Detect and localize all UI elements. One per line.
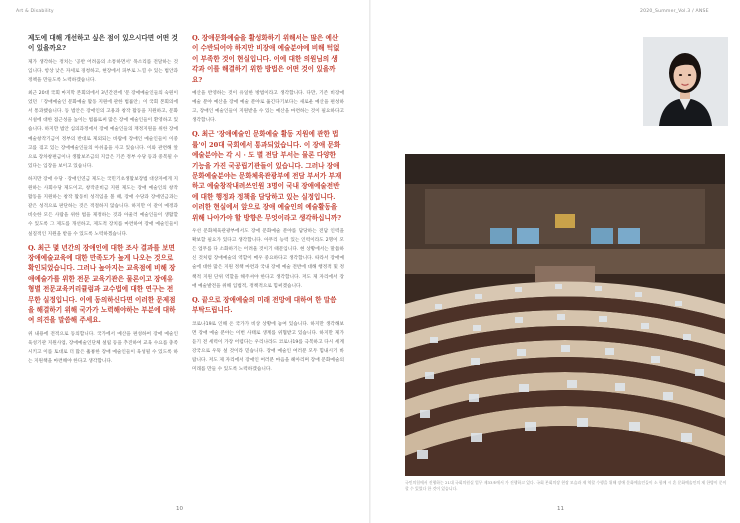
question-heading: Q. 최근 몇 년간의 장애인에 대한 조사 결과를 보면 장애예술교육에 대한 만족도가 높게 나오는 것으로 확인되었습니다. 그러나 높아지는 교육점에 비해 장애예술가를 위한 전문 교육기관은 물론이고 장애유형별 전문교육커리큘럼과 교수법에 대한 연구는 전무한 실정입니다. 이에 동의하신다면 이러한 문제점을 해결하기 위해 국가가 노력해야하는 부분에 대하여 의견을 말씀해 주세요. [28,243,176,325]
portrait-photo [643,37,728,126]
answer-paragraph: 위 내용에 전적으로 동의합니다. 국가에서 예산을 편성하여 장애 예술인 육성기관 지원사업, 장애예술인단체 설립 등을 추진하여 교육 수요를 충족시키고 이를 토대로 더 많은 훌륭한 장애 예술인들이 육성될 수 있도록 하는 지원책을 마련해야 한다고 생각합니다. [28,331,178,365]
question-heading: Q. 끝으로 장애예술의 미래 전망에 대하여 한 말씀 부탁드립니다. [192,295,337,315]
question-heading: 제도에 대해 개선하고 싶은 점이 있으시다면 어떤 것이 있을까요? [28,34,178,53]
answer-paragraph: 하지만 장애 수당 · 장애인연금 제도는 국민기초생활보장법 대상자에게 지원하는 사회수당 제도이고, 창작준비금 지원 제도는 장애 예술인의 창작 활동을 지원하는 창작 활동비 성격임을 볼 때, 장애 수당과 장애연금과는 같은 성격으로 판단하는 것은 적절하지 않습니다. 하지만 이 같이 예정과 비슷한 모든 사람을 위한 법을 제정하는 것과 아울러 예술인들이 생활할 수 있도록 그 제도를 개선하고, 제도적 장치를 마련하여 장애 예술인들이 실질적인 지원을 받을 수 있도록 노력하겠습니다. [28,176,178,237]
answer-paragraph: 예산을 반영하는 것이 유일한 방법이라고 생각합니다. 다만, 기존 비장애 예술 분야 예산을 장애 예술 분야로 옮긴다기보다는 새로운 예산을 편성하고, 장애인 예술인들이 지원받을 수 있는 예산을 마련하는 것이 필요하다고 생각합니다. [192,91,344,124]
question-heading: Q. 장애문화예술을 활성화하기 위해서는 많은 예산이 수반되어야 하지만 비장애 예술분야에 비해 턱없이 부족한 것이 현실입니다. 이에 대한 의원님의 생각과 이를 해결하기 위한 방법은 어떤 것이 있을까요? [192,34,340,84]
assembly-chamber-photo [405,154,725,476]
portrait-image [643,37,728,126]
left-column-2 [192,33,344,503]
right-page-number: 11 [557,506,564,512]
left-column-1 [28,33,178,503]
photo-caption: 국민의힘에서 진행하는 21대 국회의원실 업무 제33조에서 가 진행하고 있다. 국회 본회의장 현장 모습과 제 역할 수행을 위해 장애 문화예술인들이 소 함께 시 혼 문화예술인의 제 한방이 문이 할 수 있었다 한 것이 있습니다. [405,480,727,491]
answer-paragraph: 코로나19로 인해 온 국가가 비상 상황에 놓여 있습니다. 하지만 생각해보면 장애 예술 분야는 이번 사태로 생계를 위협받고 있습니다. 하지만 제가 듣기 전 세력이 가장 어렵다는 우리나라도 코로나19를 극복하고 다시 세계 강국으로 우뚝 설 것이라 믿습니다. 장애 예술인 여러분 모두 힘내시기 바랍니다. 저도 제 자리에서 장애인 여러분 마음을 헤아리며 장애 문화예술의 미래를 만들 수 있도록 노력하겠습니다. [192,321,344,372]
left-running-header: Art & Disability [16,9,54,14]
right-running-header: 2020_Summer_Vol.3 / ANSE [640,9,709,14]
question-heading: Q. 최근 '장애예술인 문화예술 활동 지원에 관한 법률'이 20대 국회에서 통과되었습니다. 이 장애 문화예술분야는 각 시 · 도 별 전담 부서는 물론 다양한 기능을 가진 국공립기관들이 있습니다. 그러나 장애문화예술분야는 문화체육관광부에 전담 부서가 부재하고 예술창작내려쓰인원 3명이 국내 장애예술전반에 대한 행정과 정책을 담당하고 있는 실정입니다. 이러한 현실에서 앞으로 장애 예술인의 예술활동을 위해 나아가야 할 방향은 무엇이라고 생각하십니까? [192,130,342,222]
left-page-number: 10 [176,506,183,512]
question-marker: Q. [192,34,200,42]
question-marker: Q. [28,243,36,252]
answer-paragraph: 제가 생각하는 정치는 '공반 어려움의 소통하면서' 목소리를 전달하는 것입니다. 항상 낮은 자세로 경청하고, 현장에서 피부로 느낄 수 있는 법안과 정책을 만들도록 노력하겠습니다. [28,59,178,83]
assembly-chamber-image [405,154,725,476]
question-marker: Q. [192,295,200,304]
answer-paragraph: 최근 20대 국회 마지막 본회의에서 3년간전에 '문 장애예술인들의 숙원이었던 「장애예술인 문화예술 활동 지원에 관한 법률안」이 국회 본회의에서 통과했습니다. 동 법안은 장애인의 고용과 창작 활동을 지원하고, 문화시설에 대한 접근성을 높이는 법률로써 많은 장애 예술인들이 환영하고 있습니다. 하지만 법안 심의과정에서 장애 예술인들의 재정지원을 위한 장애예술창작기금이 정부의 반대로 제외되는 바람에 장애인 예술인들이 이중고를 겪고 있는 장애예술인들의 아쉬움을 사고 있습니다. 이와 관련해 앞으로 장차창편금이나 생활보조금의 지급은 기존 정부 수당 등과 중복될 수 있다는 입장을 보이고 있습니다. [28,91,178,169]
question-marker: Q. [192,130,200,139]
answer-paragraph: 우선 문화체육관광부에서도 장애 문화예술 분야를 담당하는 전담 인력을 확보할 필요가 있다고 생각합니다. 아무리 능력 있는 인력이라도 2명이 모든 업무를 다 소화하기는 어려울 것이기 때문입니다. 현 상황에서는 말씀하신 것처럼 장애예술의 역할이 매우 중요하다고 생각합니다. 따라서 장애예술에 대한 많은 지원 정책 마련과 국내 장애 예술 전반에 대해 행정적 및 정책적 지원 단위 역할을 해주셔야 한다고 생각합니다. 저도 제 자리에서 장애 예술발전을 위해 입법적, 정책적으로 힘써겠습니다. [192,229,344,289]
page-gutter [369,0,371,523]
